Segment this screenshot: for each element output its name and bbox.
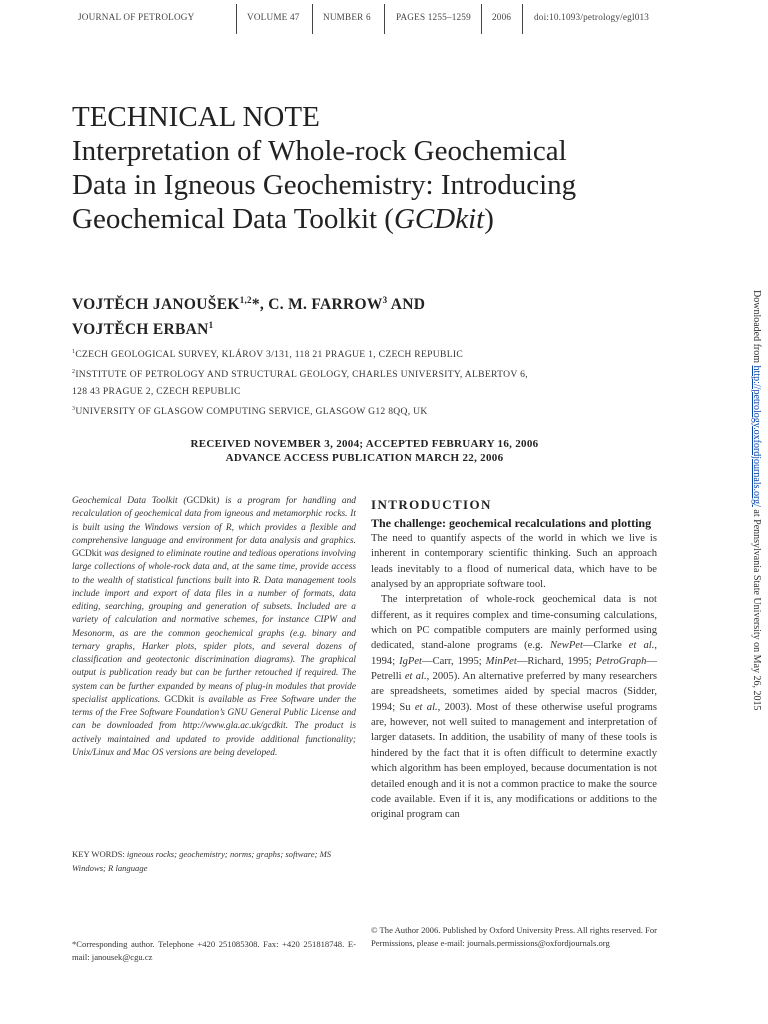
keywords — [72, 848, 356, 875]
affil-text: UNIVERSITY OF GLASGOW COMPUTING SERVICE, GLASGOW G12 8QQ, UK — [75, 405, 428, 417]
title-italic: GCDkit — [393, 203, 485, 235]
header-divider — [236, 4, 237, 34]
affiliation — [72, 344, 632, 364]
author-line — [72, 315, 692, 340]
paragraph-text: , 2003). Most of these otherwise useful programs are, however, not well suited to management and interpretation of larger datasets. In addition, the usability of many of these tools is hindered by the fact that it is often difficult to determine exactly which algorithm has been employed, because documentation is not detailed enough and it is not a common practice to make the source code available. Even if it is, any modifications or additions to the original program can — [371, 701, 658, 821]
journal-header — [0, 0, 768, 34]
author-list — [72, 290, 692, 340]
download-notice-text — [749, 290, 763, 711]
corresponding-author-note: *Corresponding author. Telephone +420 251085308. Fax: +420 251818748. E-mail: janousek@cgu.cz — [72, 939, 356, 962]
volume: VOLUME 47 — [247, 12, 300, 22]
author-name: VOJTĚCH JANOUŠEK — [72, 296, 240, 314]
author-affil-sup: 1,2 — [239, 295, 252, 305]
paragraph-text: —Richard, 1995; — [516, 655, 596, 667]
article-title — [72, 100, 692, 236]
abstract-text: is available as Free Software under the terms of the Free Software Foundation’s GNU General Public License and can be downloaded from http://www.gla.ac.uk/gcdkit. The product is actively maintained and updated to provide additional functionality; Unix/Linux and Mac OS versions are being developed. — [72, 694, 356, 758]
header-divider — [384, 4, 385, 34]
title-line: Data in Igneous Geochemistry: Introducing — [72, 169, 577, 201]
affil-text: CZECH GEOLOGICAL SURVEY, KLÁROV 3/131, 118 21 PRAGUE 1, CZECH REPUBLIC — [75, 349, 464, 360]
paragraph — [371, 592, 657, 822]
author-line — [72, 290, 692, 315]
author-name: VOJTĚCH ERBAN — [72, 321, 209, 339]
title-text: ) — [484, 203, 494, 235]
abstract-text: was designed to eliminate routine and tedious operations involving large collections of whole-rock data and, at the same time, provide access to the wealth of statistical functions built into R. Data management tools include import and export of data files in a number of formats, data editing, searching, grouping and generation of subsets. Included are a variety of calculation and normative schemes, for instance CIPW and Mesonorm, as are the common geochemical graphs (e.g. binary and ternary graphs, Harker plots, spider plots, and several dozens of classification and geotectonic discrimination diagrams). The graphical output is publication ready but can be further retouched if required. The system can be further expanded by means of plug-in modules that provide specialist applications. — [72, 549, 356, 705]
paragraph-text: , 1994; — [371, 640, 658, 667]
journal-name: JOURNAL OF PETROLOGY — [78, 12, 195, 22]
abstract-software-name: GCDkit — [164, 694, 195, 705]
software-name: IgPet — [399, 655, 423, 667]
software-name: MinPet — [485, 655, 517, 667]
affiliation — [72, 401, 632, 421]
abstract-text: ) is a program for handling and recalculation of geochemical data from igneous and metamorphic rocks. It is built using the Windows version of R, which provides a flexible and comprehensive language and environment for data analysis and graphics. — [72, 496, 356, 546]
paragraph-text: —Carr, 1995; — [422, 655, 486, 667]
title-line: Interpretation of Whole-rock Geochemical — [72, 135, 567, 167]
author-name: , C. M. FARROW — [259, 296, 383, 314]
author-affil-sup: 3 — [382, 295, 388, 305]
keywords-text: igneous rocks; geochemistry; norms; graphs; software; MS Windows; R language — [72, 849, 332, 873]
abstract-text: Geochemical Data Toolkit ( — [72, 496, 187, 506]
year: 2006 — [492, 12, 512, 22]
paragraph: The need to quantify aspects of the world in which we live is inherent in contemporary scientific thinking. Such an approach leads inevitably to a flood of numerical data, which have to be analysed by an appropriate software tool. — [371, 533, 657, 591]
header-divider — [481, 4, 482, 34]
page-range: PAGES 1255–1259 — [396, 12, 471, 22]
paragraph-text: —Clarke — [582, 640, 629, 652]
title-text: Geochemical Data Toolkit ( — [72, 203, 394, 235]
corresponding-mark: * — [251, 296, 260, 314]
affiliations — [72, 344, 632, 420]
abstract-software-name: GCDkit — [186, 496, 217, 506]
received-accepted: RECEIVED NOVEMBER 3, 2004; ACCEPTED FEBRUARY 16, 2006 — [190, 438, 539, 450]
keywords-label: KEY WORDS: — [72, 849, 125, 859]
section-body — [371, 531, 657, 823]
download-suffix: at Pennsylvania State University on May 26, 2015 — [751, 506, 762, 711]
header-divider — [312, 4, 313, 34]
publication-dates — [72, 437, 657, 465]
doi[interactable]: doi:10.1093/petrology/egl013 — [534, 12, 650, 22]
et-al: et al. — [414, 701, 438, 713]
download-notice — [749, 290, 763, 730]
software-name: PetroGraph — [595, 655, 647, 667]
copyright-note: © The Author 2006. Published by Oxford University Press. All rights reserved. For Permissions, please e-mail: journals.permissions@oxfordjournals.org — [371, 925, 657, 948]
author-affil-sup: 1 — [208, 320, 214, 331]
paragraph-text: , 2005). An alternative preferred by many researchers are spreadsheets, sometimes aided by special macros (Sidder, 1994; Su — [371, 671, 657, 713]
advance-access: ADVANCE ACCESS PUBLICATION MARCH 22, 2006 — [225, 452, 504, 464]
title-kicker: TECHNICAL NOTE — [72, 101, 320, 133]
affil-text: INSTITUTE OF PETROLOGY AND STRUCTURAL GEOLOGY, CHARLES UNIVERSITY, ALBERTOV 6, — [75, 368, 528, 380]
et-al: et al. — [628, 640, 655, 652]
section-heading: INTRODUCTION — [371, 497, 492, 512]
paragraph-text: The interpretation of whole-rock geochemical data is not different, as it requires complex and time-consuming calculations, which on PC compatible computers are mainly performed using dedicated, stand-alone programs (e.g. — [371, 594, 657, 652]
affil-number: 1 — [72, 349, 76, 355]
header-divider — [522, 4, 523, 34]
introduction-section — [371, 497, 657, 823]
paragraph-text: —Petrelli — [371, 655, 657, 683]
download-prefix: Downloaded from — [751, 290, 762, 366]
title-line — [72, 202, 692, 236]
abstract — [72, 495, 356, 760]
affiliation — [72, 364, 632, 384]
journal-site-link[interactable]: http://petrology.oxfordjournals.org/ — [751, 365, 762, 507]
abstract-software-name: GCDkit — [72, 549, 102, 559]
affil-number: 3 — [72, 405, 76, 412]
affiliation-cont: 128 43 PRAGUE 2, CZECH REPUBLIC — [72, 386, 241, 397]
et-al: et al. — [404, 671, 427, 683]
subsection-heading: The challenge: geochemical recalculations and plotting — [371, 516, 652, 530]
affil-number: 2 — [72, 368, 76, 375]
issue-number: NUMBER 6 — [323, 12, 371, 22]
author-and: AND — [387, 296, 426, 314]
software-name: NewPet — [549, 640, 583, 652]
